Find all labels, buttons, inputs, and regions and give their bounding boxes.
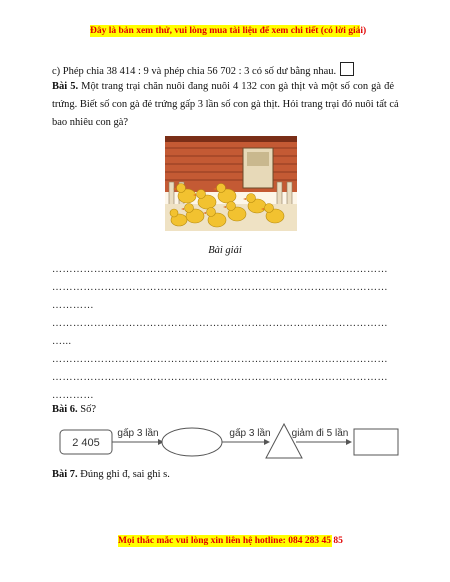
bai5-line3: bao nhiêu con gà? bbox=[52, 117, 129, 128]
bai5-text-1: Một trang trại chăn nuôi đang nuôi 4 132 con gà thịt và một số con gà đẻ bbox=[81, 81, 395, 92]
part-c-line bbox=[52, 62, 354, 79]
part-c-text: c) Phép chia 38 414 : 9 và phép chia 56 702 : 3 có số dư bằng nhau. bbox=[52, 66, 337, 77]
bai7-label: Bài 7. bbox=[52, 469, 78, 480]
answer-line[interactable]: …... bbox=[52, 336, 72, 347]
hotline-banner: Mọi thắc mắc vui lòng xin liên hệ hotline: 084 283 45 85 bbox=[118, 536, 343, 546]
oval-answer-box[interactable] bbox=[162, 428, 222, 456]
start-value: 2 405 bbox=[72, 437, 100, 449]
chicken-farm-illustration bbox=[165, 136, 297, 231]
bai5-line1 bbox=[52, 80, 394, 94]
bai7-heading bbox=[52, 468, 170, 482]
step1-label: gấp 3 lần bbox=[117, 428, 159, 439]
rect-answer-box[interactable] bbox=[354, 429, 398, 455]
bai5-label: Bài 5. bbox=[52, 81, 79, 92]
answer-line[interactable]: ………… bbox=[52, 300, 94, 311]
solution-title: Bài giải bbox=[208, 245, 242, 256]
number-flow-diagram bbox=[52, 420, 402, 462]
answer-checkbox[interactable] bbox=[340, 62, 354, 76]
answer-line[interactable]: …………………………………………………………………………………… bbox=[52, 318, 388, 329]
bai7-text: Đúng ghi đ, sai ghi s. bbox=[80, 469, 170, 480]
arrow-icon bbox=[346, 439, 352, 445]
step3-label: giảm đi 5 lần bbox=[291, 428, 349, 439]
preview-banner: Đây là bản xem thử, vui lòng mua tài liệu để xem chi tiết (có lời giải) bbox=[90, 26, 367, 36]
answer-line[interactable]: ………… bbox=[52, 390, 94, 401]
answer-line[interactable]: …………………………………………………………………………………… bbox=[52, 264, 388, 275]
bai6-heading bbox=[52, 403, 96, 417]
bai5-line2: trứng. Biết số con gà đẻ trứng gấp 3 lần số con gà thịt. Hỏi trang trại đó nuôi tất cả bbox=[52, 99, 399, 110]
answer-line[interactable]: …………………………………………………………………………………… bbox=[52, 372, 388, 383]
arrow-icon bbox=[264, 439, 270, 445]
step2-label: gấp 3 lần bbox=[229, 428, 271, 439]
answer-line[interactable]: …………………………………………………………………………………… bbox=[52, 282, 388, 293]
bai6-text: Số? bbox=[80, 404, 97, 415]
bai6-label: Bài 6. bbox=[52, 404, 78, 415]
answer-line[interactable]: …………………………………………………………………………………… bbox=[52, 354, 388, 365]
